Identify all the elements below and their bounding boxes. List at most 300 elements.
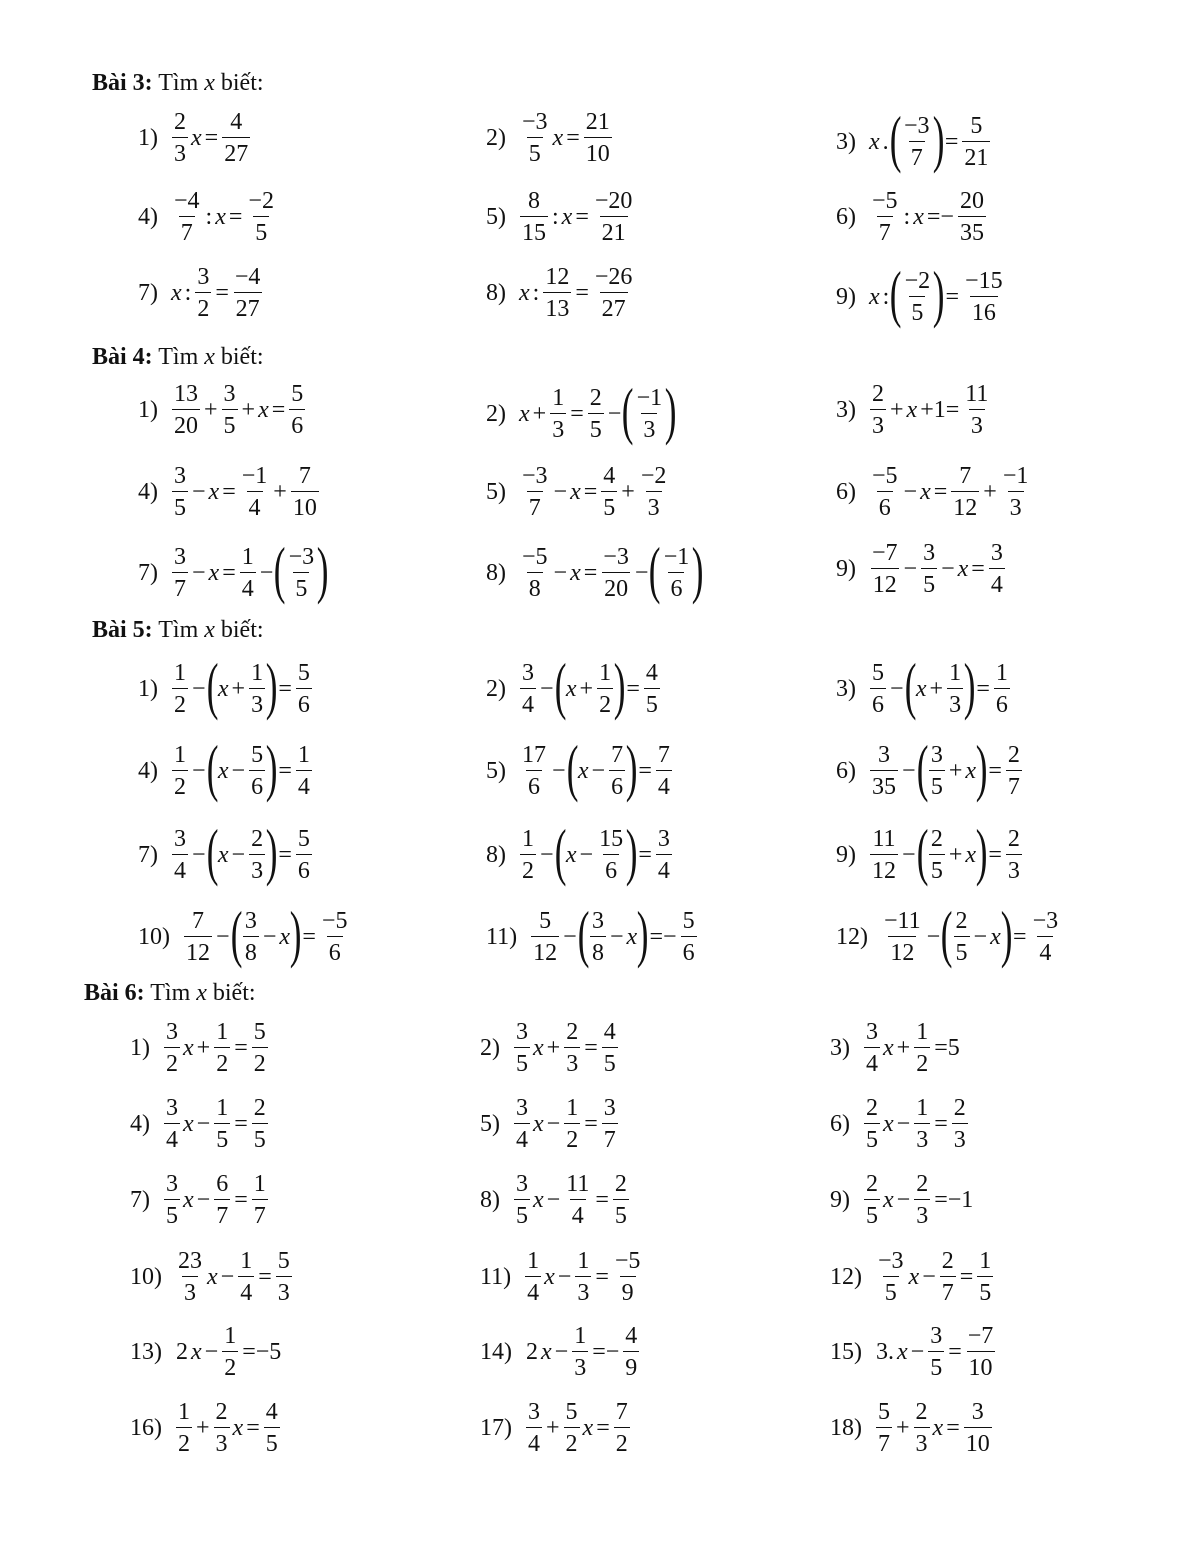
denominator: 5	[293, 572, 309, 601]
problem-bai5-6	[836, 732, 1024, 803]
fraction	[543, 265, 571, 321]
denominator: 3	[572, 1351, 588, 1380]
operator: −	[552, 757, 566, 784]
right-paren: )	[963, 650, 976, 721]
variable: x	[208, 559, 220, 586]
fraction	[214, 1020, 230, 1076]
operator: −	[553, 478, 568, 505]
operator: −	[262, 923, 277, 950]
problem-bai6-3	[830, 1020, 962, 1076]
fraction	[164, 1020, 180, 1076]
parenthesized-group	[230, 898, 302, 969]
operator: −	[546, 1186, 561, 1213]
denominator: 5	[644, 688, 660, 717]
variable: x	[183, 1034, 194, 1061]
problem-bai6-16	[130, 1400, 282, 1456]
section-prefix: Tìm	[152, 617, 205, 643]
problem-number: 1)	[138, 675, 158, 702]
fraction	[172, 110, 188, 166]
denominator: 3	[1006, 854, 1022, 883]
numerator: 2	[872, 381, 884, 407]
group-content	[285, 545, 319, 601]
denominator: 35	[870, 770, 898, 799]
fraction	[656, 827, 672, 883]
fraction	[963, 382, 990, 438]
problem-number: 4)	[138, 478, 158, 505]
fraction	[249, 661, 265, 717]
right-paren: )	[1000, 898, 1013, 969]
numerator: 2	[916, 1171, 929, 1197]
fraction	[914, 1172, 930, 1228]
denominator: 6	[609, 770, 625, 799]
fraction	[989, 541, 1005, 597]
denominator: 5	[909, 296, 925, 325]
numerator: 2	[589, 385, 602, 411]
equation	[868, 732, 1024, 803]
operator: −	[579, 841, 594, 868]
group-content	[217, 661, 267, 717]
group-content	[915, 661, 965, 717]
denominator: 7	[172, 572, 188, 601]
section-label: Bài 5:	[92, 617, 153, 643]
fraction	[572, 1324, 588, 1380]
right-paren: )	[692, 534, 704, 605]
equation	[170, 382, 307, 438]
denominator: 27	[234, 292, 262, 321]
numerator: −2	[248, 188, 274, 214]
denominator: 2	[520, 854, 536, 883]
operator: =	[988, 757, 1002, 784]
numerator: 2	[953, 1095, 966, 1121]
operator: 3.	[876, 1338, 894, 1365]
numerator: 13	[174, 381, 198, 407]
equation	[170, 534, 329, 605]
operator: =	[971, 555, 985, 582]
numerator: 2	[930, 826, 943, 852]
denominator: 7	[527, 491, 543, 520]
right-paren: )	[265, 816, 278, 887]
denominator: 5	[253, 216, 269, 245]
fraction	[575, 1249, 591, 1305]
equation	[862, 1172, 975, 1228]
fraction	[520, 464, 550, 520]
problem-number: 12)	[836, 923, 868, 950]
denominator: 5	[264, 1427, 280, 1456]
denominator: 13	[543, 292, 571, 321]
operator: +	[241, 396, 256, 423]
variable: x	[279, 923, 291, 950]
denominator: 4	[238, 1276, 254, 1305]
operator: =	[596, 1414, 610, 1441]
group-content	[565, 827, 627, 883]
variable: x	[906, 396, 918, 423]
problem-bai4-2	[486, 375, 677, 446]
operator: =	[222, 559, 236, 586]
section-variable: x	[204, 344, 215, 370]
fraction	[520, 827, 536, 883]
numerator: 7	[615, 1399, 628, 1425]
equation	[182, 898, 351, 969]
equation	[512, 1096, 620, 1152]
section-label: Bài 3:	[92, 70, 153, 96]
section-variable: x	[204, 70, 215, 96]
denominator: 4	[520, 688, 536, 717]
parenthesized-group	[649, 534, 704, 605]
fraction	[564, 1400, 580, 1456]
denominator: 5	[602, 1047, 618, 1076]
fraction	[164, 1172, 180, 1228]
denominator: 7	[1006, 770, 1022, 799]
variable: x	[541, 1338, 552, 1365]
denominator: 7	[876, 1427, 892, 1456]
fraction	[233, 265, 263, 321]
section-variable: x	[204, 617, 215, 643]
numerator: 5	[970, 113, 983, 139]
variable: x	[908, 1263, 920, 1290]
operator: =	[584, 1110, 598, 1137]
fraction	[662, 545, 692, 601]
denominator: 7	[877, 216, 893, 245]
operator: =	[584, 1034, 598, 1061]
operator: =	[638, 841, 652, 868]
denominator: 3	[564, 1047, 580, 1076]
parenthesized-group	[916, 816, 988, 887]
denominator: 3	[969, 409, 985, 438]
numerator: −5	[522, 544, 548, 570]
left-paren: (	[566, 732, 579, 803]
fraction	[176, 1400, 192, 1456]
problem-bai4-4	[138, 464, 321, 520]
numerator: 2	[866, 1171, 878, 1197]
numerator: 21	[585, 109, 610, 135]
parenthesized-group	[940, 898, 1013, 969]
fraction	[876, 1400, 892, 1456]
denominator: 5	[214, 1123, 230, 1152]
operator: :	[532, 279, 540, 306]
numerator: 3	[522, 660, 534, 686]
fraction	[870, 189, 900, 245]
numerator: 3	[516, 1095, 528, 1121]
denominator: 6	[668, 572, 684, 601]
denominator: 5	[601, 491, 617, 520]
problem-number: 9)	[836, 283, 856, 310]
denominator: 3	[870, 409, 886, 438]
operator: −	[922, 1263, 936, 1290]
equation	[174, 1324, 283, 1380]
denominator: 7	[602, 1123, 618, 1152]
numerator: −5	[614, 1248, 641, 1274]
numerator: 1	[240, 1248, 253, 1274]
numerator: 11	[872, 826, 896, 852]
fraction	[514, 1096, 530, 1152]
operator: −	[192, 675, 206, 702]
equation	[874, 1400, 994, 1456]
problem-bai4-9	[836, 541, 1007, 597]
problem-bai6-14	[480, 1324, 641, 1380]
denominator: 5	[252, 1123, 268, 1152]
operator: −	[540, 841, 554, 868]
denominator: 4	[525, 1276, 541, 1305]
fraction	[238, 1249, 254, 1305]
left-paren: (	[206, 816, 219, 887]
fraction	[252, 1096, 268, 1152]
problem-bai6-18	[830, 1400, 994, 1456]
group-content	[241, 909, 291, 965]
operator: =−	[592, 1338, 620, 1365]
problem-number: 5)	[486, 757, 506, 784]
section-heading-bai3	[92, 70, 264, 97]
numerator: 1	[522, 826, 534, 852]
left-paren: (	[916, 816, 929, 887]
denominator: 2	[195, 292, 211, 321]
variable: x	[232, 1414, 244, 1441]
denominator: 12	[951, 491, 979, 520]
problem-bai5-1	[138, 650, 314, 721]
denominator: 3	[646, 491, 662, 520]
operator: =	[945, 283, 960, 310]
denominator: 2	[222, 1351, 238, 1380]
variable: x	[191, 124, 202, 151]
section-heading-bai6	[84, 980, 256, 1007]
left-paren: (	[206, 650, 219, 721]
fraction	[947, 661, 963, 717]
variable: x	[215, 203, 226, 230]
variable: x	[626, 923, 638, 950]
denominator: 12	[531, 936, 559, 965]
fraction	[296, 743, 312, 799]
fraction	[214, 1400, 230, 1456]
numerator: −2	[904, 268, 931, 294]
fraction	[994, 661, 1010, 717]
numerator: −3	[522, 109, 548, 135]
numerator: 1	[251, 660, 264, 686]
fraction	[291, 464, 319, 520]
numerator: 3	[174, 826, 186, 852]
operator: +	[896, 1034, 911, 1061]
problem-number: 5)	[486, 203, 506, 230]
numerator: 1	[916, 1019, 929, 1045]
operator: =	[638, 757, 652, 784]
left-paren: (	[577, 898, 590, 969]
operator: −	[231, 757, 246, 784]
operator: −	[910, 1338, 925, 1365]
numerator: 4	[603, 463, 616, 489]
operator: +	[231, 675, 246, 702]
numerator: 2	[174, 109, 186, 135]
section-suffix: biết:	[214, 70, 264, 96]
variable: x	[217, 841, 229, 868]
fraction	[531, 909, 559, 965]
equation	[518, 816, 674, 887]
fraction	[929, 743, 945, 799]
fraction	[584, 110, 612, 166]
operator: −	[192, 478, 206, 505]
numerator: −4	[234, 264, 261, 290]
denominator: 6	[994, 688, 1010, 717]
numerator: 3	[990, 540, 1003, 566]
numerator: 2	[215, 1399, 228, 1425]
problem-number: 2)	[480, 1034, 500, 1061]
numerator: −5	[872, 463, 898, 489]
fraction	[520, 110, 550, 166]
variable: x	[183, 1110, 194, 1137]
denominator: 4	[989, 568, 1005, 597]
denominator: 3	[947, 688, 963, 717]
fraction	[276, 1249, 292, 1305]
operator: =	[944, 128, 959, 155]
fraction	[864, 1096, 880, 1152]
denominator: 8	[527, 572, 543, 601]
fraction	[644, 661, 660, 717]
operator: =	[278, 841, 292, 868]
operator: =	[583, 559, 598, 586]
fraction	[977, 1249, 993, 1305]
denominator: 4	[240, 572, 256, 601]
denominator: 20	[172, 409, 200, 438]
numerator: 3	[923, 540, 936, 566]
denominator: 7	[179, 216, 195, 245]
fraction	[287, 545, 317, 601]
equation	[524, 1400, 632, 1456]
group-content	[901, 269, 935, 325]
problem-bai6-13	[130, 1324, 283, 1380]
fraction	[623, 1324, 639, 1380]
equation	[523, 1249, 644, 1305]
fraction	[195, 265, 211, 321]
parenthesized-group	[904, 650, 976, 721]
numerator: 4	[265, 1399, 278, 1425]
problem-number: 3)	[836, 675, 856, 702]
equation	[518, 650, 662, 721]
variable: x	[965, 841, 977, 868]
problem-bai4-3	[836, 382, 992, 438]
parenthesized-group	[916, 732, 988, 803]
numerator: 3	[878, 742, 890, 768]
denominator: 3	[249, 688, 265, 717]
fraction	[172, 827, 188, 883]
variable: x	[570, 559, 581, 586]
numerator: 4	[625, 1323, 638, 1349]
variable: x	[897, 1338, 908, 1365]
numerator: 15	[599, 826, 624, 852]
operator: +	[532, 400, 547, 427]
equation	[862, 1096, 970, 1152]
fraction	[870, 382, 886, 438]
fraction	[564, 1172, 591, 1228]
left-paren: (	[230, 898, 243, 969]
numerator: 7	[611, 742, 624, 768]
denominator: 3	[276, 1276, 292, 1305]
fraction	[514, 1172, 530, 1228]
fraction	[963, 269, 1005, 325]
denominator: 10	[967, 1351, 995, 1380]
left-paren: (	[554, 816, 567, 887]
denominator: 5	[172, 491, 188, 520]
operator: =	[934, 1110, 948, 1137]
operator: +	[890, 396, 904, 423]
operator: =	[215, 279, 229, 306]
equation	[868, 382, 992, 438]
fraction	[172, 382, 200, 438]
numerator: −4	[174, 188, 200, 214]
operator: =	[258, 1263, 272, 1290]
numerator: 5	[565, 1399, 578, 1425]
denominator: 12	[888, 936, 916, 965]
numerator: −1	[663, 544, 690, 570]
section-label: Bài 4:	[92, 344, 153, 370]
equation	[512, 1172, 631, 1228]
denominator: 5	[514, 1047, 530, 1076]
denominator: 4	[296, 770, 312, 799]
numerator: 3	[174, 463, 186, 489]
variable: x	[869, 128, 880, 155]
denominator: 6	[289, 409, 305, 438]
right-paren: )	[625, 732, 638, 803]
left-paren: (	[622, 375, 634, 446]
denominator: 3	[182, 1276, 198, 1305]
problem-number: 13)	[130, 1338, 162, 1365]
parenthesized-group	[206, 816, 278, 887]
fraction	[172, 661, 188, 717]
problem-number: 3)	[836, 128, 856, 155]
group-content	[577, 743, 627, 799]
denominator: 3	[914, 1427, 930, 1456]
operator: +	[196, 1414, 210, 1441]
numerator: 2	[566, 1019, 579, 1045]
left-paren: (	[916, 732, 929, 803]
denominator: 27	[600, 292, 628, 321]
denominator: 9	[620, 1276, 636, 1305]
variable: x	[207, 1263, 218, 1290]
variable: x	[533, 1186, 544, 1213]
problem-number: 16)	[130, 1414, 162, 1441]
numerator: 3	[516, 1019, 528, 1045]
numerator: 3	[166, 1095, 178, 1121]
operator: .	[882, 128, 889, 155]
variable: x	[915, 675, 927, 702]
fraction	[172, 743, 188, 799]
equation	[174, 1400, 282, 1456]
operator: +1=	[920, 396, 960, 423]
equation	[170, 110, 252, 166]
numerator: 1	[297, 742, 310, 768]
operator: +	[929, 675, 944, 702]
numerator: 5	[297, 826, 310, 852]
operator: =	[234, 1110, 248, 1137]
variable: x	[561, 203, 573, 230]
fraction	[602, 1096, 618, 1152]
equation	[170, 732, 314, 803]
numerator: −20	[594, 188, 633, 214]
problem-number: 4)	[138, 203, 158, 230]
fraction	[914, 1400, 930, 1456]
numerator: 3	[603, 1095, 616, 1121]
equation	[880, 898, 1062, 969]
problem-bai5-4	[138, 732, 314, 803]
denominator: 6	[603, 854, 619, 883]
fraction	[870, 464, 900, 520]
numerator: 2	[614, 1171, 627, 1197]
operator: −	[553, 559, 568, 586]
problem-number: 5)	[480, 1110, 500, 1137]
fraction	[613, 1249, 643, 1305]
denominator: 5	[164, 1199, 180, 1228]
problem-number: 3)	[830, 1034, 850, 1061]
numerator: 7	[657, 742, 670, 768]
problem-number: 6)	[836, 203, 856, 230]
parenthesized-group	[566, 732, 638, 803]
denominator: 2	[564, 1427, 580, 1456]
